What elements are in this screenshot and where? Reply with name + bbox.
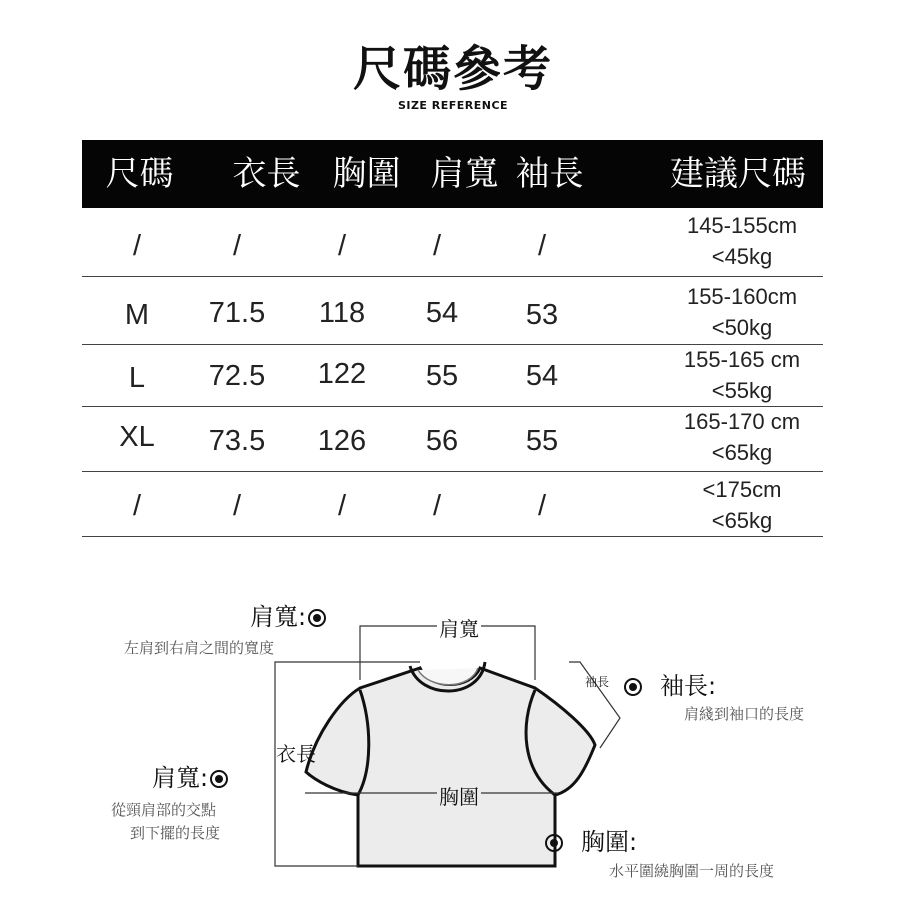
cell-size: XL <box>119 421 155 453</box>
rec-height: <175cm <box>702 477 782 502</box>
rec-height: 155-165 cm <box>683 347 801 372</box>
cell-sleeve: 55 <box>525 425 559 457</box>
page-title: 尺碼參考 <box>352 41 553 97</box>
cell-size: M <box>124 299 150 331</box>
cell-size: / <box>132 230 142 262</box>
inline-label-sleeve: 袖長 <box>585 675 610 689</box>
page-subtitle: SIZE REFERENCE <box>397 99 509 112</box>
shoulder-legend-heading <box>250 597 326 632</box>
target-icon <box>545 834 563 852</box>
cell-chest: 126 <box>317 425 367 457</box>
cell-shoulder: 55 <box>425 360 459 392</box>
rec-weight: <45kg <box>711 244 773 269</box>
cell-chest: 122 <box>317 358 367 390</box>
column-header-recommended: 建議尺碼 <box>670 154 806 194</box>
target-icon <box>210 770 228 788</box>
column-header-sleeve: 袖長 <box>515 154 584 194</box>
cell-length: / <box>232 230 242 262</box>
rec-weight: <55kg <box>711 378 773 403</box>
target-icon <box>308 609 326 627</box>
sleeve-legend-heading <box>624 666 716 701</box>
cell-sleeve: / <box>537 230 547 262</box>
rec-height: 145-155cm <box>686 213 798 238</box>
cell-sleeve: 54 <box>525 360 559 392</box>
cell-shoulder: 54 <box>425 297 459 329</box>
column-header-chest: 胸圍 <box>332 154 401 194</box>
cell-chest: / <box>337 490 347 522</box>
sleeve-legend-text: 袖長: <box>660 672 717 700</box>
cell-chest: 118 <box>318 297 366 329</box>
cell-sleeve: / <box>537 490 547 522</box>
length-legend-desc-2: 到下擺的長度 <box>130 824 221 842</box>
target-icon <box>624 678 642 696</box>
cell-shoulder: / <box>432 230 442 262</box>
inline-label-chest: 胸圍 <box>437 781 481 810</box>
shoulder-legend-desc: 左肩到右肩之間的寬度 <box>124 639 275 657</box>
shoulder-legend-text: 肩寬: <box>250 603 307 631</box>
cell-length: / <box>232 490 242 522</box>
rec-weight: <65kg <box>711 508 773 533</box>
rec-height: 155-160cm <box>686 284 798 309</box>
chest-legend-desc: 水平圍繞胸圍一周的長度 <box>609 862 775 880</box>
inline-label-shoulder: 肩寬 <box>437 613 481 642</box>
cell-length: 73.5 <box>208 425 266 457</box>
rec-weight: <50kg <box>711 315 773 340</box>
column-header-length: 衣長 <box>232 154 301 194</box>
cell-length: 71.5 <box>208 297 266 329</box>
inline-label-length: 衣長 <box>276 742 316 766</box>
cell-size: / <box>132 490 142 522</box>
rec-weight: <65kg <box>711 440 773 465</box>
chest-legend-text: 胸圍: <box>581 828 638 856</box>
sleeve-legend-desc: 肩綫到袖口的長度 <box>684 705 805 723</box>
column-header-size: 尺碼 <box>105 154 174 194</box>
cell-length: 72.5 <box>208 360 266 392</box>
rec-height: 165-170 cm <box>683 409 801 434</box>
column-header-shoulder: 肩寬 <box>430 154 499 194</box>
cell-shoulder: / <box>432 490 442 522</box>
cell-shoulder: 56 <box>425 425 459 457</box>
cell-size: L <box>128 362 146 394</box>
length-legend-text: 肩寬: <box>152 764 209 792</box>
length-legend-desc-1: 從頸肩部的交點 <box>111 801 217 819</box>
cell-chest: / <box>337 230 347 262</box>
cell-sleeve: 53 <box>525 299 559 331</box>
length-legend-heading <box>152 758 228 793</box>
chest-legend-heading <box>545 822 637 857</box>
